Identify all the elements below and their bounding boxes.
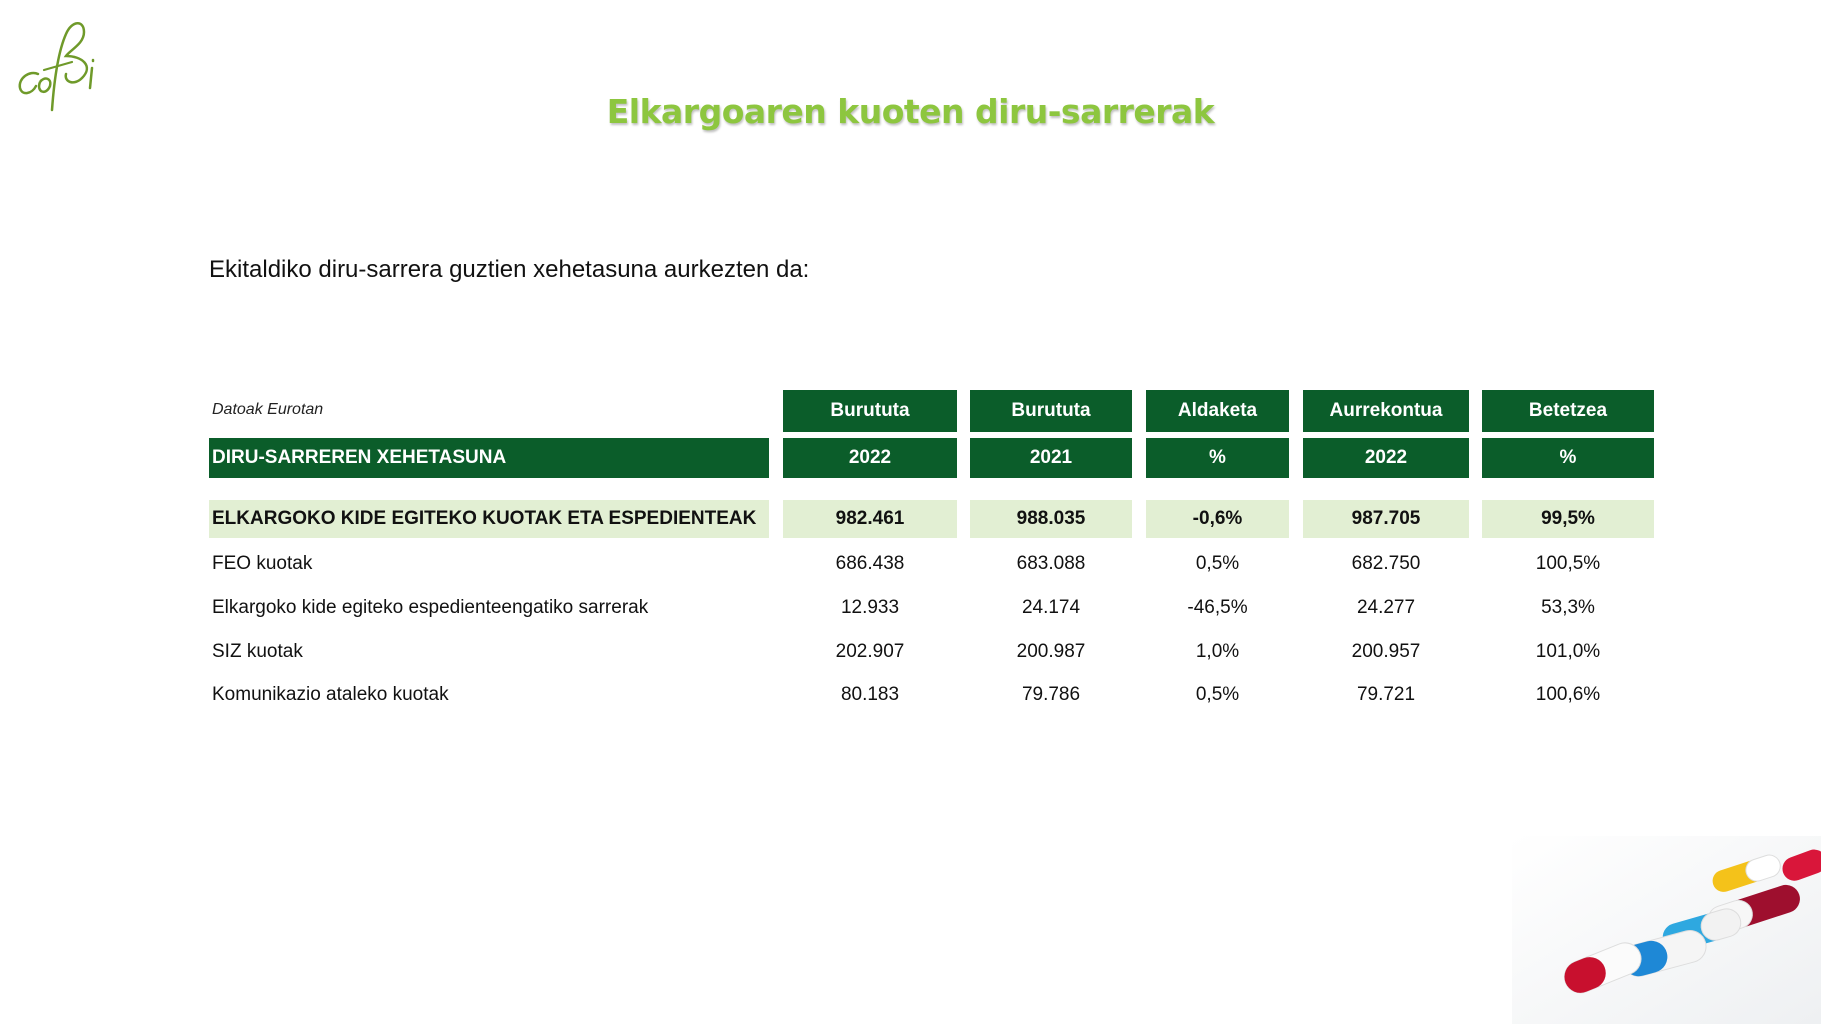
- table-cell: 1,0%: [1195, 641, 1240, 662]
- table-cell: 100,6%: [1535, 684, 1601, 705]
- section-header: DIRU-SARREREN XEHETASUNA: [209, 438, 769, 478]
- table-cell: 0,5%: [1195, 553, 1240, 574]
- col-header-bottom: 2022: [783, 438, 957, 478]
- table-cell: 80.183: [840, 684, 900, 705]
- table-cell: 12.933: [840, 597, 900, 618]
- col-header-bottom: 2022: [1303, 438, 1469, 478]
- col-header-top: Betetzea: [1482, 390, 1654, 432]
- col-header-bottom: %: [1146, 438, 1289, 478]
- row-label: SIZ kuotak: [212, 641, 303, 662]
- table-cell: 202.907: [835, 641, 905, 662]
- table-cell: 53,3%: [1541, 597, 1595, 618]
- currency-note: Datoak Eurotan: [212, 401, 324, 418]
- table-cell: 0,5%: [1195, 684, 1240, 705]
- intro-text: Ekitaldiko diru-sarrera guztien xehetasuna aurkezten da:: [209, 256, 810, 283]
- total-cell: 988.035: [970, 500, 1132, 538]
- col-header-top: Aurrekontua: [1303, 390, 1469, 432]
- row-label: Elkargoko kide egiteko espedienteengatiko sarrerak: [212, 597, 649, 618]
- table-cell: 79.721: [1356, 684, 1416, 705]
- row-label: FEO kuotak: [212, 553, 313, 574]
- table-cell: 200.957: [1351, 641, 1421, 662]
- col-header-top: Aldaketa: [1146, 390, 1289, 432]
- page-title: Elkargoaren kuoten diru-sarrerak: [606, 92, 1215, 131]
- col-header-bottom: %: [1482, 438, 1654, 478]
- total-cell: -0,6%: [1146, 500, 1289, 538]
- col-header-bottom: 2021: [970, 438, 1132, 478]
- col-header-top: Burututa: [783, 390, 957, 432]
- table-cell: 24.277: [1356, 597, 1416, 618]
- table-cell: 682.750: [1351, 553, 1421, 574]
- table-cell: 686.438: [835, 553, 905, 574]
- table-cell: 79.786: [1021, 684, 1081, 705]
- table-cell: 101,0%: [1535, 641, 1601, 662]
- table-cell: 200.987: [1016, 641, 1086, 662]
- total-cell: 982.461: [783, 500, 957, 538]
- total-cell: 99,5%: [1482, 500, 1654, 538]
- row-label: Komunikazio ataleko kuotak: [212, 684, 449, 705]
- pills-image: [1512, 836, 1821, 1024]
- table-cell: 24.174: [1021, 597, 1081, 618]
- total-row-label: ELKARGOKO KIDE EGITEKO KUOTAK ETA ESPEDIENTEAK: [209, 500, 769, 538]
- table-cell: 683.088: [1016, 553, 1086, 574]
- table-cell: -46,5%: [1187, 597, 1248, 618]
- table-cell: 100,5%: [1535, 553, 1601, 574]
- col-header-top: Burututa: [970, 390, 1132, 432]
- total-cell: 987.705: [1303, 500, 1469, 538]
